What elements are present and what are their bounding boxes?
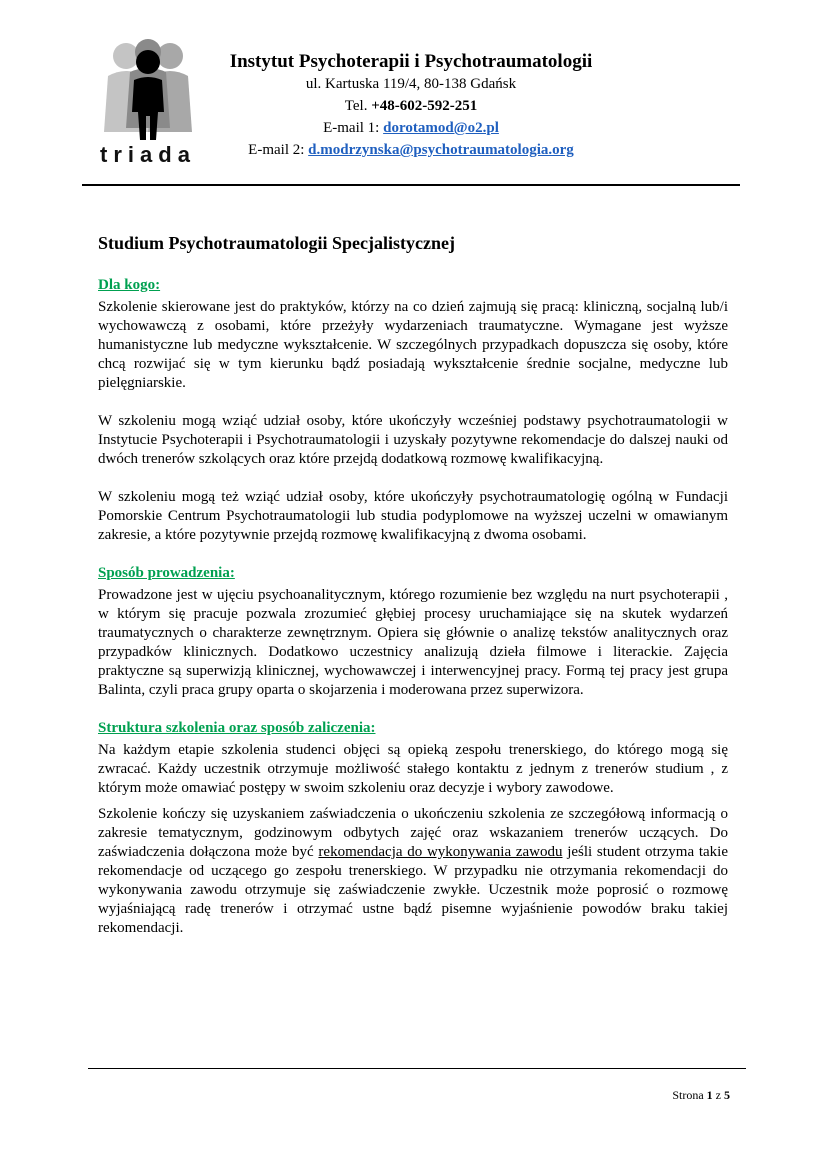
email2-label: E-mail 2: (248, 142, 309, 158)
phone-line (206, 95, 616, 117)
paragraph: Na każdym etapie szkolenia studenci objęci są opieką zespołu trenerskiego, do którego mogą się zwracać. Każdy uczestnik otrzymuje możliwość stałego kontaktu z jednym z trenerów studium , z którym może omawiać postępy w swoim szkoleniu oraz decyzje i wybory zawodowe. (98, 742, 728, 796)
current-page: 1 (706, 1088, 713, 1102)
footer-divider (88, 1068, 746, 1069)
phone-number: +48-602-592-251 (371, 98, 478, 114)
paragraph-text: jeśli student otrzyma takie rekomendacje od uczącego go zespołu trenerskiego. W przypadku nie otrzymania rekomendacji do wykonywania zawodu otrzymuje się zaświadczenie zwykłe. Uczestnik może poprosić o rozmowę wyjaśniającą radę trenerów i otrzymać ustne bądź pisemne wyjaśnienie powodów braku takiej rekomendacji. (98, 844, 728, 936)
logo-wordmark: triada (100, 142, 196, 167)
institute-name: Instytut Psychoterapii i Psychotraumatologii (229, 51, 593, 72)
page-number (672, 1088, 730, 1103)
email1-label: E-mail 1: (323, 120, 384, 136)
paragraph: Prowadzone jest w ujęciu psychoanalitycznym, którego rozumienie bez względu na nurt psychoterapii , w którym się pracuje pozwala zrozumieć głębiej procesy uruchamiające się na skutek wydarzeń traumatycznych o charakterze zewnętrznym. Opiera się głównie o analizę tekstów analitycznych oraz przypadków klinicznych. Dodatkowo uczestnicy analizują dzieła filmowe i literackie. Zajęcia praktyczne są superwizją klinicznej, wychowawczej i interwencyjnej pracy. Formą tej pracy jest grupa Balinta, czyli praca grupy oparta o skojarzenia i moderowana przez superwizora. (98, 587, 728, 698)
paragraph: W szkoleniu mogą wziąć udział osoby, które ukończyły wcześniej podstawy psychotraumatologii w Instytucie Psychoterapii i Psychotraumatologii i uzyskały pozytywne rekomendacje do dalszej nauki od dwóch trenerów szkolących oraz które przejdą dodatkową rozmowę kwalifikacyjną. (98, 413, 728, 467)
section-heading-structure: Struktura szkolenia oraz sposób zaliczenia: (98, 720, 376, 736)
document-body (98, 231, 728, 938)
email2-link[interactable]: d.modrzynska@psychotraumatologia.org (308, 142, 574, 158)
paragraph-text: Szkolenie kończy się uzyskaniem zaświadczenia o ukończeniu szkolenia ze szczegółową informacją o zakresie tematycznym, godzinowym odbytych zajęć oraz wskazaniem trenerów uczących. Do zaświadczenia dołączona może być (98, 806, 728, 860)
phone-label: Tel. (344, 98, 372, 114)
section-heading-for-whom: Dla kogo: (98, 277, 161, 293)
email2-line (206, 139, 616, 161)
paragraph: Szkolenie skierowane jest do praktyków, którzy na co dzień zajmują się pracą: kliniczną, socjalną lub/i wychowawczą z osobami, które przeżyły wydarzeniach traumatyczne. Wymagane jest wyższe humanistyczne lub medyczne wykształcenie. W szczególnych przypadkach dopuszcza się osoby, które chcą rozwijać się w tym kierunku bądź posiadają wykształcenie średnie socjalne, medyczne lub pielęgniarskie. (98, 299, 728, 391)
email1-line (206, 117, 616, 139)
email1-link[interactable]: dorotamod@o2.pl (383, 120, 499, 136)
recommendation-underlined: rekomendacja do wykonywania zawodu (318, 844, 563, 860)
header-divider (82, 184, 740, 186)
address: ul. Kartuska 119/4, 80-138 Gdańsk (305, 76, 517, 92)
total-pages: 5 (724, 1088, 730, 1102)
document-title: Studium Psychotraumatologii Specjalistycznej (98, 233, 455, 253)
page-label: Strona (672, 1088, 707, 1102)
paragraph (98, 805, 728, 938)
letterhead (206, 50, 616, 161)
paragraph: W szkoleniu mogą też wziąć udział osoby, które ukończyły psychotraumatologię ogólną w Fundacji Pomorskie Centrum Psychotraumatologii lub studia podyplomowe na wyższej uczelni w omawianym zakresie, a które pozytywnie przejdą rozmowę kwalifikacyjną z dwoma osobami. (98, 489, 728, 543)
section-heading-method: Sposób prowadzenia: (98, 565, 235, 581)
page-of: z (712, 1088, 724, 1102)
